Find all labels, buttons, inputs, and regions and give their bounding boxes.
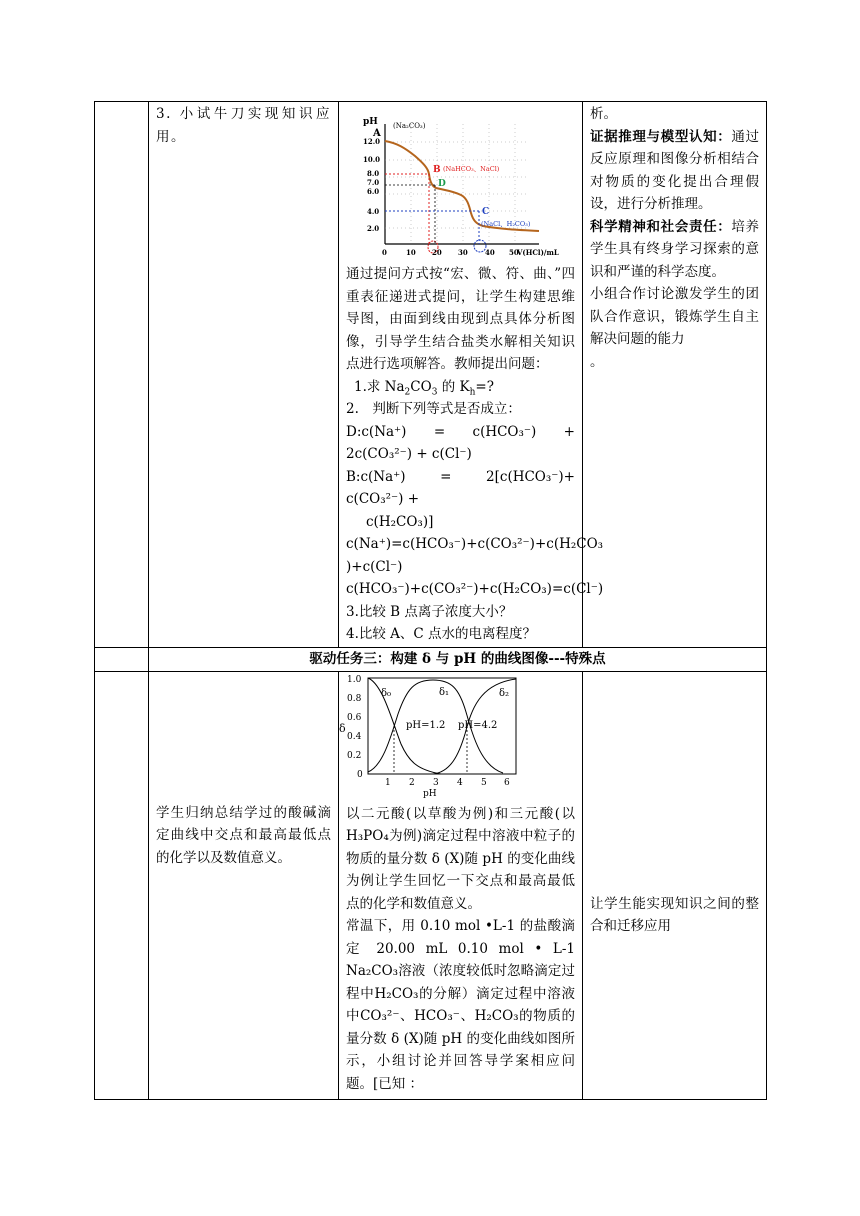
row1-teaching-text [339, 262, 604, 646]
row2-activity-text: 学生归纳总结学过的酸碱滴定曲线中交点和最高最低点的化学以及数值意义。 [156, 804, 331, 866]
equation-4: c(HCO₃⁻)+c(CO₃²⁻)+c(H₂CO₃)=c(Cl⁻) [346, 581, 604, 597]
question-1: 1.求 $Na_2CO_3$ 的 $K_h=$? [354, 378, 494, 398]
y-tick-label: 2.0 [367, 224, 380, 233]
question-3: 3.比较 B 点离子浓度大小？ [346, 603, 513, 620]
x-tick-label: 10 [406, 248, 416, 257]
intent-group: 小组合作讨论激发学生的团队合作意识，锻炼学生自主解决问题的能力 [590, 286, 759, 347]
row1-col1-cell [95, 102, 149, 648]
table-row [95, 102, 767, 648]
y-axis-label: δ [339, 721, 346, 735]
x-tick-label: 1 [385, 777, 391, 788]
y-tick-label: 12.0 [363, 137, 381, 146]
point-c-desc: (NaCl、H₂CO₃) [481, 220, 531, 228]
x-tick-label: 0 [382, 248, 387, 257]
x-tick-label: 4 [457, 777, 463, 788]
table-row [95, 648, 767, 672]
x-tick-labels [385, 778, 510, 788]
titration-ph-svg [349, 110, 559, 260]
y-axis-label: pH [363, 117, 378, 127]
y-tick-label: 7.0 [367, 178, 380, 187]
row1-col2-cell [149, 102, 339, 648]
row1-col4-cell [583, 102, 767, 648]
ph-curve [385, 141, 539, 231]
delta0-label: δ₀ [381, 687, 392, 699]
question-2: 2. 判断下列等式是否成立： [346, 401, 521, 417]
y-tick-label: 8.0 [367, 169, 380, 178]
row2-col1-cell [95, 671, 149, 1099]
row1-activity-text: 3. 小试牛刀实现知识应用。 [156, 106, 331, 145]
y-tick-label: 0.2 [347, 750, 362, 761]
x-axis-label: pH [423, 788, 437, 799]
header-col1-cell [95, 648, 149, 672]
x-tick-labels [382, 248, 519, 257]
q1-part: 1.求 Na [354, 378, 405, 395]
intent-evidence [590, 126, 759, 216]
point-b-desc: (NaHCO₃、NaCl) [443, 165, 500, 173]
point-a-label: A [373, 128, 381, 139]
x-tick-label: 40 [485, 248, 495, 257]
y-tick-labels [363, 137, 380, 233]
equation-b-line2: c(H₂CO₃)] [366, 513, 434, 530]
row2-col2-cell [149, 671, 339, 1099]
x-tick-label: 6 [504, 777, 510, 788]
titration-ph-graph [349, 110, 559, 260]
intent-evidence-body: 通过反应原理和图像分析相结合对物质的变化提出合理假设，进行分析推理。 [590, 128, 760, 212]
row2-col3-cell [339, 671, 583, 1099]
q1-part: 的 K [437, 378, 470, 395]
y-tick-label: 6.0 [367, 187, 380, 196]
delta2-label: δ₂ [499, 687, 510, 699]
equation-3-line2: )+c(Cl⁻) [346, 558, 403, 575]
row1-col3-cell [339, 102, 604, 648]
point-b-label: B [433, 165, 441, 175]
distribution-fraction-graph [339, 674, 523, 799]
y-tick-label: 0.6 [347, 712, 362, 723]
point-d-label: D [438, 179, 446, 189]
ph42-annotation: pH=4.2 [458, 719, 498, 731]
teaching-description: 通过提问方式按“宏、微、符、曲、”四重表征递进式提问，让学生构建思维导图，由面到线由现到点具体分析图像，引导学生结合盐类水解相关知识点进行选项解答。教师提出问题： [346, 266, 575, 372]
row2-teaching-intro: 以二元酸(以草酸为例)和三元酸(以H₃PO₄为例)滴定过程中溶液中粒子的物质的量分数 δ (X)随 pH 的变化曲线为例让学生回忆一下交点和最高最低点的化学和数值意义。 [346, 805, 575, 912]
row2-intent-text: 让学生能实现知识之间的整合和迁移应用 [590, 895, 759, 934]
intent-spirit-body: 培养学生具有终身学习探索的意识和严谨的科学态度。 [590, 218, 760, 280]
equation-3-line1: c(Na⁺)=c(HCO₃⁻)+c(CO₃²⁻)+c(H₂CO₃ [346, 536, 604, 552]
equation-d: D:c(Na⁺) = c(HCO₃⁻) + 2c(CO₃²⁻) + c(Cl⁻) [346, 423, 575, 462]
section-heading: 驱动任务三：构建 δ 与 pH 的曲线图像---特殊点 [149, 648, 767, 672]
ph12-annotation: pH=1.2 [406, 719, 446, 731]
point-c-label: C [482, 207, 490, 217]
x-tick-label: 5 [481, 777, 487, 788]
y-tick-label: 1.0 [347, 674, 362, 685]
intent-end: 。 [590, 353, 604, 370]
y-tick-labels [347, 675, 363, 780]
x-tick-label: 3 [433, 777, 439, 788]
x-axis-label: V(HCl)/mL [517, 248, 559, 257]
y-tick-label: 10.0 [363, 155, 381, 164]
equation-b-line1: B:c(Na⁺) = 2[c(HCO₃⁻)+ c(CO₃²⁻) + [346, 468, 575, 507]
delta1-label: δ₁ [439, 686, 450, 698]
y-tick-label: 4.0 [367, 207, 380, 216]
lesson-plan-table [94, 101, 767, 1100]
question-4: 4.比较 A、C 点水的电离程度？ [346, 626, 537, 642]
row1-intent-text [583, 102, 766, 373]
x-tick-label: 2 [409, 777, 415, 788]
series-label: (Na₂CO₃) [393, 122, 426, 130]
intent-continuation: 析。 [590, 106, 617, 122]
distribution-fraction-svg [339, 674, 523, 799]
q1-part: CO [410, 378, 432, 395]
y-tick-label: 0 [357, 769, 363, 780]
q1-part: =? [475, 378, 494, 395]
row2-teaching-task: 常温下，用 0.10 mol •L-1 的盐酸滴定 20.00 mL 0.10 mol • L-1 Na₂CO₃溶液（浓度较低时忽略滴定过程中H₂CO₃的分解）滴定过程中溶液中CO₃²⁻、HCO₃⁻、H₂CO₃的物质的量分数 δ (X)随 pH 的变化曲线如图所示，小组讨论并回答导学案相应问题。[已知 ： [346, 918, 575, 1092]
row2-col4-cell [583, 671, 767, 1099]
intent-evidence-title: 证据推理与模型认知： [590, 128, 732, 145]
table-row [95, 671, 767, 1099]
y-tick-label: 0.4 [347, 731, 362, 742]
intent-spirit-title: 科学精神和社会责任： [590, 218, 732, 235]
y-tick-label: 0.8 [347, 693, 362, 704]
intent-spirit [590, 216, 759, 284]
x-tick-label: 20 [432, 248, 442, 257]
x-tick-label: 50 [509, 248, 519, 257]
x-tick-label: 30 [458, 248, 468, 257]
row2-teaching-text [339, 802, 582, 1096]
